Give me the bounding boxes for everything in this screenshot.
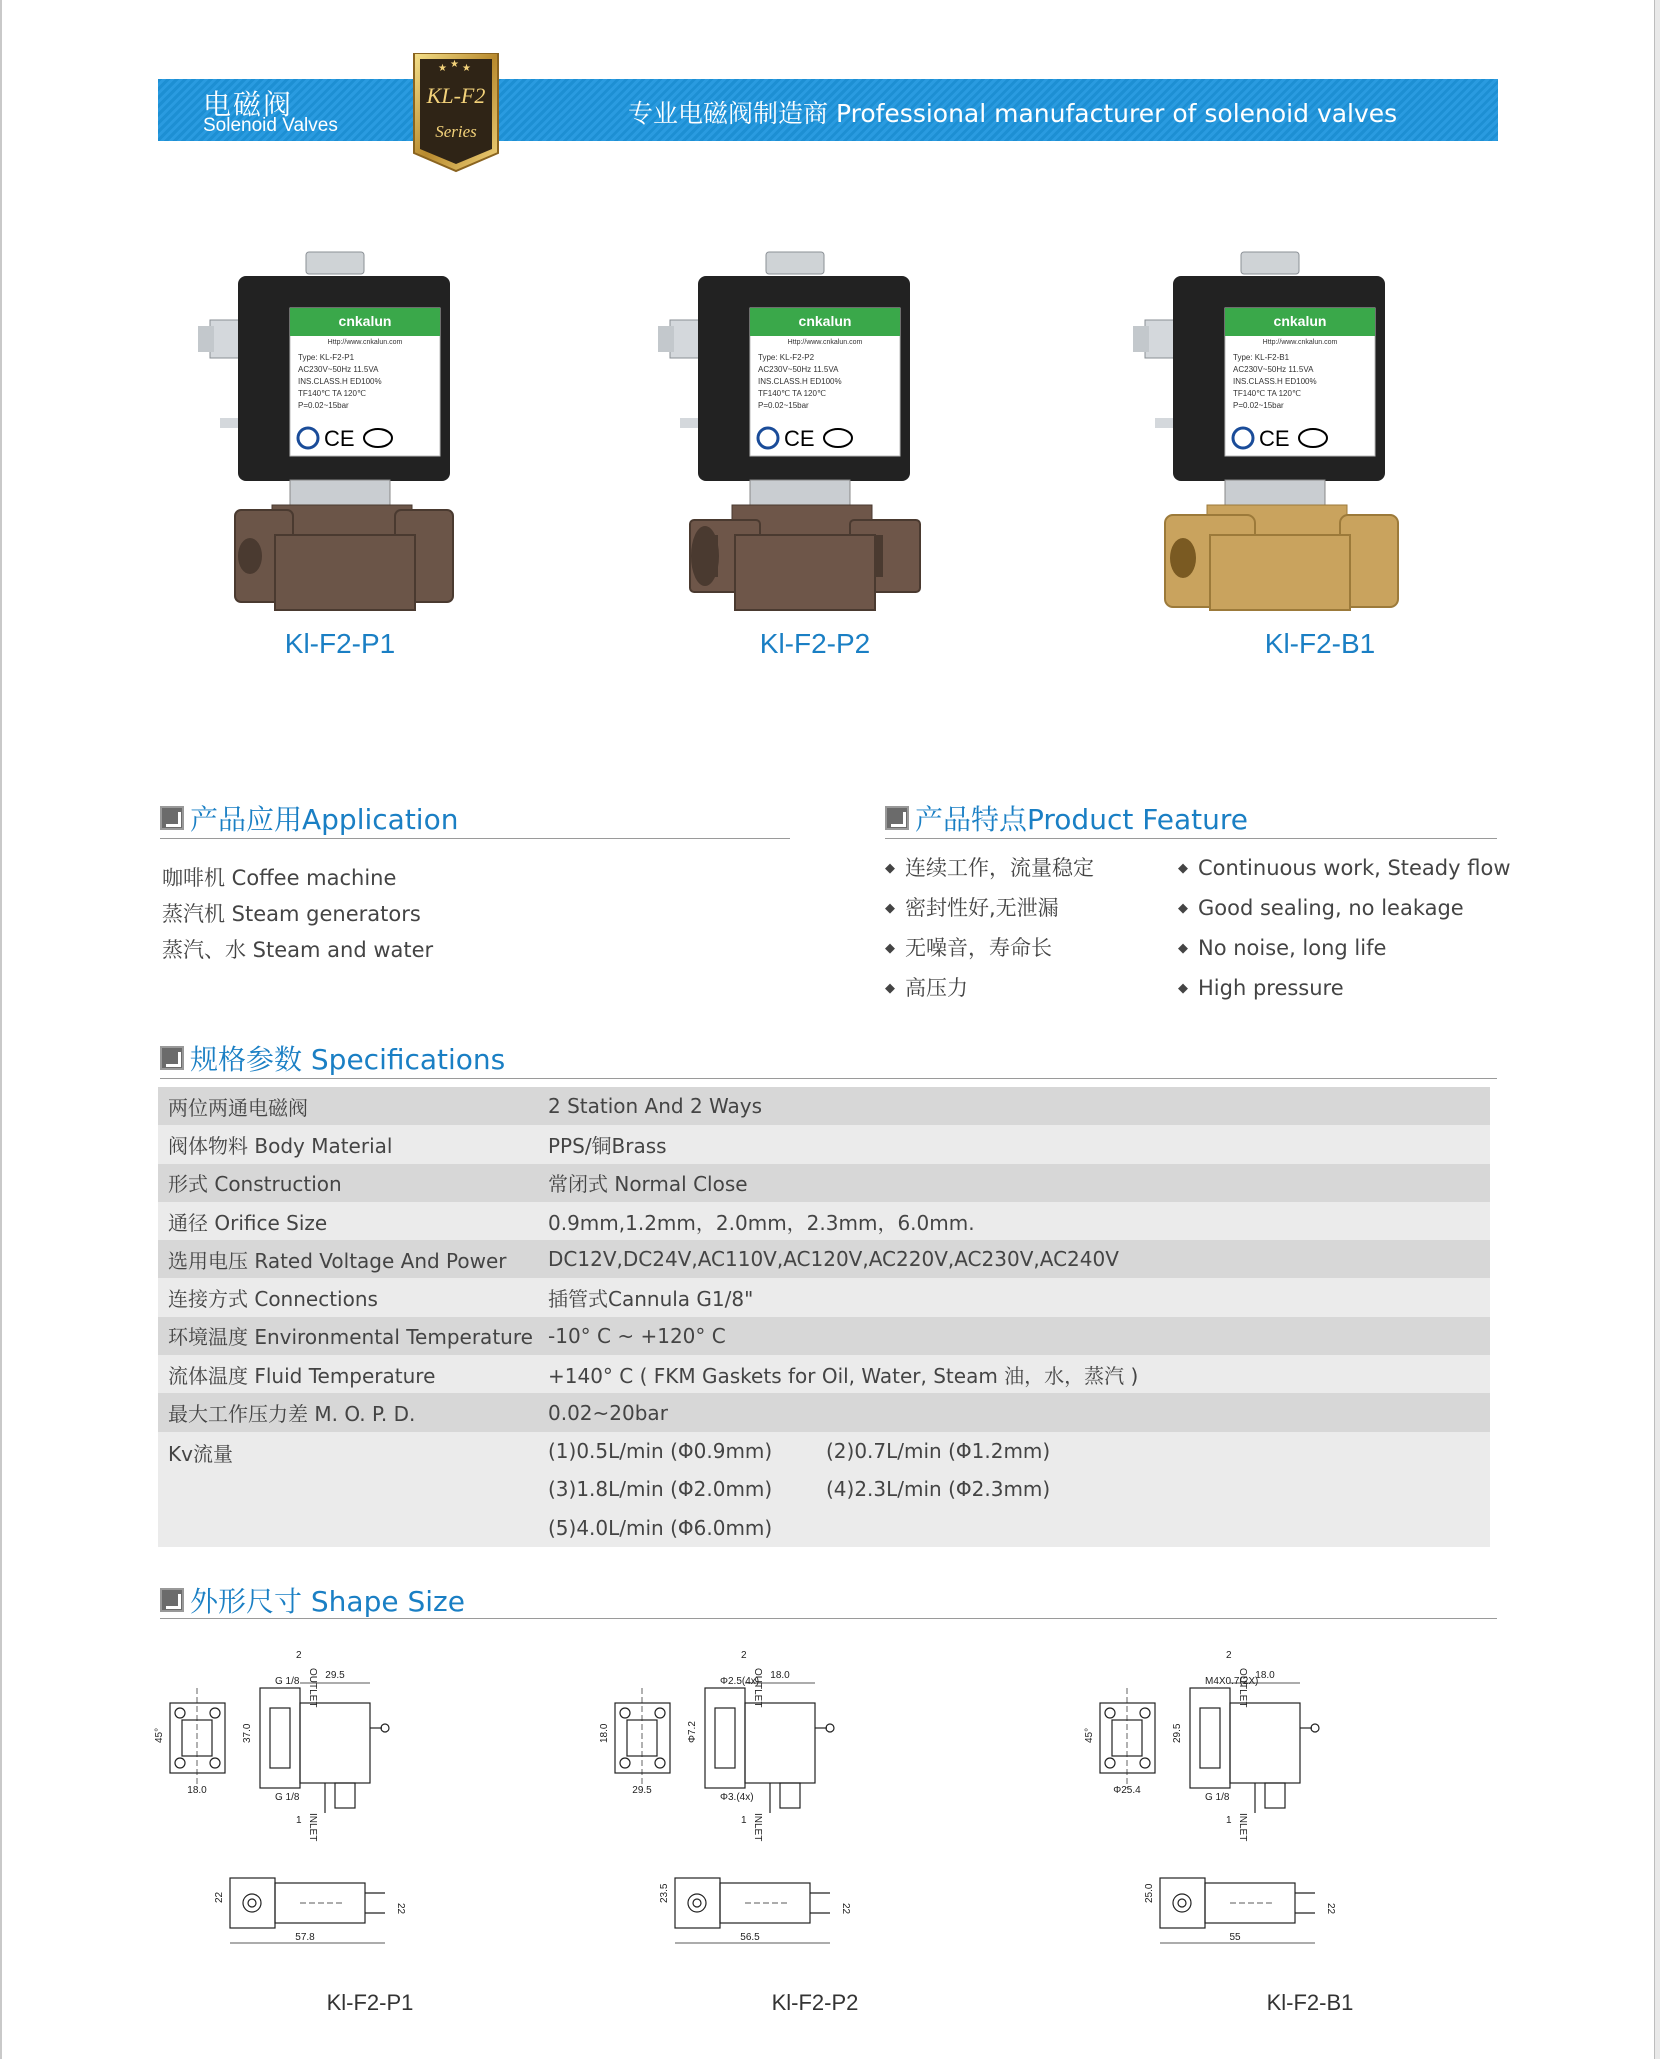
header-banner: [158, 79, 1498, 141]
kv-value: (5)4.0L/min (Φ6.0mm): [548, 1515, 773, 1540]
spec-key: 连接方式 Connections: [158, 1278, 538, 1316]
dimension-label: INLET: [1237, 1813, 1248, 1842]
table-row: [158, 1240, 1490, 1278]
section-arrow-icon: [160, 806, 184, 830]
dimension-label: 29.5: [1172, 1723, 1183, 1743]
spec-value: PPS/铜Brass: [538, 1125, 1490, 1163]
list-item: ◆ 高压力: [885, 970, 1094, 1010]
spec-key: 流体温度 Fluid Temperature: [158, 1355, 538, 1393]
product-image: [190, 240, 490, 620]
sticker-line: TF140℃ TA 120℃: [1233, 389, 1301, 398]
svg-text:★: ★: [450, 59, 459, 70]
sticker-brand: cnkalun: [338, 313, 392, 329]
divider: [160, 1078, 1497, 1079]
table-row: [158, 1087, 1490, 1125]
specs-heading-text: 规格参数 Specifications: [190, 1043, 506, 1076]
sticker-line: INS.CLASS.H ED100%: [298, 377, 382, 386]
dimension-label: 57.8: [295, 1932, 315, 1943]
list-item: ◆ 无噪音，寿命长: [885, 930, 1094, 970]
sticker-line: P=0.02~15bar: [298, 401, 349, 410]
product-image: [650, 240, 950, 620]
spec-value: 常闭式 Normal Close: [538, 1164, 1490, 1202]
divider: [160, 1618, 1497, 1619]
spec-key: 阀体物料 Body Material: [158, 1125, 538, 1163]
dimension-label: 2: [1226, 1650, 1232, 1661]
dimension-label: 2: [741, 1650, 747, 1661]
dimension-label: Φ25.4: [1113, 1785, 1141, 1796]
section-arrow-icon: [160, 1588, 184, 1612]
shape-heading: [160, 1580, 465, 1620]
dimension-label: 18.0: [187, 1785, 207, 1796]
divider: [160, 838, 790, 839]
sticker-line: INS.CLASS.H ED100%: [758, 377, 842, 386]
banner-slogan: 专业电磁阀制造商 Professional manufacturer of solenoid valves: [628, 99, 1398, 128]
dimension-label: OUTLET: [752, 1668, 763, 1708]
banner-title-cn: 电磁阀: [203, 88, 294, 121]
sticker-url: Http://www.cnkalun.com: [327, 339, 403, 346]
drawing-model-label: Kl-F2-B1: [1266, 1990, 1354, 2015]
divider: [885, 838, 1497, 839]
dimension-label: 22: [1325, 1903, 1336, 1915]
spec-value: DC12V,DC24V,AC110V,AC120V,AC220V,AC230V,AC240V: [538, 1240, 1490, 1278]
sticker-line: P=0.02~15bar: [1233, 401, 1284, 410]
spec-value: 0.02~20bar: [538, 1393, 1490, 1431]
list-item: ◆ 密封性好,无泄漏: [885, 890, 1094, 930]
dimension-label: G 1/8: [275, 1676, 300, 1687]
dimension-label: 56.5: [740, 1932, 760, 1943]
list-item: ◆ Continuous work, Steady flow: [1178, 850, 1511, 890]
dimension-label: 55: [1229, 1932, 1241, 1943]
table-row: [158, 1125, 1490, 1163]
sticker-url: Http://www.cnkalun.com: [1262, 339, 1338, 346]
product-model-label: Kl-F2-B1: [1264, 628, 1376, 659]
dimension-label: M4X0.7(2X): [1205, 1676, 1259, 1687]
dimension-label: 2: [296, 1650, 302, 1661]
dimension-label: Φ2.5(4x): [720, 1676, 760, 1687]
table-row: [158, 1278, 1490, 1316]
dimension-label: 1: [1226, 1815, 1232, 1826]
sticker-brand: cnkalun: [1273, 313, 1327, 329]
sticker-line: Type: KL-F2-B1: [1233, 353, 1290, 362]
dimension-label: OUTLET: [1237, 1668, 1248, 1708]
sticker-line: AC230V~50Hz 11.5VA: [758, 365, 839, 374]
dimension-label: 22: [395, 1903, 406, 1915]
shape-heading-text: 外形尺寸 Shape Size: [190, 1585, 465, 1618]
spec-key: 环境温度 Environmental Temperature: [158, 1317, 538, 1355]
sticker-line: Type: KL-F2-P1: [298, 353, 355, 362]
list-item: ◆ Good sealing, no leakage: [1178, 890, 1511, 930]
sticker-line: P=0.02~15bar: [758, 401, 809, 410]
dimension-label: 18.0: [1255, 1670, 1275, 1681]
spec-value: 插管式Cannula G1/8": [538, 1278, 1490, 1316]
application-heading-text: 产品应用Application: [190, 803, 459, 836]
dimension-label: Φ3.(4x): [720, 1792, 754, 1803]
dimension-label: 29.5: [325, 1670, 345, 1681]
table-row: [158, 1355, 1490, 1393]
dimension-label: G 1/8: [1205, 1792, 1230, 1803]
dimension-label: 45°: [154, 1727, 165, 1743]
table-row: [158, 1317, 1490, 1355]
dimension-label: 23.5: [659, 1883, 670, 1903]
kv-value: (3)1.8L/min (Φ2.0mm): [548, 1477, 773, 1502]
table-row: [158, 1393, 1490, 1431]
spec-key: 选用电压 Rated Voltage And Power: [158, 1240, 538, 1278]
application-heading: [160, 798, 458, 838]
feature-heading: [885, 798, 1248, 838]
dimension-label: 22: [840, 1903, 851, 1915]
sticker-line: TF140℃ TA 120℃: [758, 389, 826, 398]
list-item: ◆ No noise, long life: [1178, 930, 1511, 970]
sticker-line: INS.CLASS.H ED100%: [1233, 377, 1317, 386]
product-model-label: Kl-F2-P1: [284, 628, 396, 659]
sticker-line: AC230V~50Hz 11.5VA: [1233, 365, 1314, 374]
section-arrow-icon: [160, 1046, 184, 1070]
dimension-label: 18.0: [770, 1670, 790, 1681]
list-item: ◆ High pressure: [1178, 970, 1511, 1010]
specs-heading: [160, 1038, 505, 1078]
spec-key: 两位两通电磁阀: [158, 1087, 538, 1125]
product-model-label: Kl-F2-P2: [759, 628, 871, 659]
spec-key: 最大工作压力差 M. O. P. D.: [158, 1393, 538, 1431]
ce-mark-icon: CE: [324, 426, 355, 451]
kv-value: (2)0.7L/min (Φ1.2mm): [826, 1438, 1051, 1463]
sticker-line: TF140℃ TA 120℃: [298, 389, 366, 398]
dimension-label: 37.0: [242, 1723, 253, 1743]
sticker-brand: cnkalun: [798, 313, 852, 329]
section-arrow-icon: [885, 806, 909, 830]
table-row: [158, 1202, 1490, 1240]
dimension-label: 45°: [1084, 1727, 1095, 1743]
sticker-line: AC230V~50Hz 11.5VA: [298, 365, 379, 374]
page-border-left: [0, 0, 2, 2059]
table-row: [158, 1432, 1490, 1548]
dimension-label: INLET: [752, 1813, 763, 1842]
spec-key: 通径 Orifice Size: [158, 1202, 538, 1240]
dimension-label: 22: [214, 1891, 225, 1903]
spec-value: [538, 1432, 1490, 1548]
dimension-label: 29.5: [632, 1785, 652, 1796]
page-border-right: [1654, 0, 1660, 2059]
sticker-url: Http://www.cnkalun.com: [787, 339, 863, 346]
svg-text:★: ★: [438, 63, 447, 74]
dimension-label: 18.0: [599, 1723, 610, 1743]
feature-heading-text: 产品特点Product Feature: [915, 803, 1249, 836]
spec-value: -10° C ~ +120° C: [538, 1317, 1490, 1355]
dimension-drawing: [595, 1648, 935, 1983]
kv-value: (1)0.5L/min (Φ0.9mm): [548, 1438, 773, 1463]
dimension-label: 25.0: [1144, 1883, 1155, 1903]
feature-list-cn: [885, 850, 1094, 1010]
kv-value: (4)2.3L/min (Φ2.3mm): [826, 1477, 1051, 1502]
dimension-drawing: [150, 1648, 490, 1983]
dimension-label: OUTLET: [307, 1668, 318, 1708]
spec-key: 形式 Construction: [158, 1164, 538, 1202]
kv-flow-grid: [548, 1432, 1490, 1548]
dimension-drawing: [1080, 1648, 1420, 1983]
spec-value: 2 Station And 2 Ways: [538, 1087, 1490, 1125]
spec-value: 0.9mm,1.2mm，2.0mm，2.3mm，6.0mm.: [538, 1202, 1490, 1240]
spec-key: Kv流量: [158, 1432, 538, 1548]
dimension-label: 1: [296, 1815, 302, 1826]
badge-bottom-text: Series: [435, 122, 477, 141]
list-item: 蒸汽机 Steam generators: [162, 902, 421, 926]
table-row: [158, 1164, 1490, 1202]
spec-value: +140° C ( FKM Gaskets for Oil, Water, Steam 油，水，蒸汽 ): [538, 1355, 1490, 1393]
sticker-line: Type: KL-F2-P2: [758, 353, 815, 362]
badge-top-text: KL-F2: [426, 83, 486, 108]
svg-text:★: ★: [462, 63, 471, 74]
series-badge: [408, 53, 504, 173]
ce-mark-icon: CE: [784, 426, 815, 451]
drawing-model-label: Kl-F2-P1: [326, 1990, 414, 2015]
drawing-model-label: Kl-F2-P2: [771, 1990, 859, 2015]
dimension-label: 1: [741, 1815, 747, 1826]
feature-list-en: [1178, 850, 1511, 1010]
banner-title-en: Solenoid Valves: [203, 115, 338, 136]
dimension-label: INLET: [307, 1813, 318, 1842]
dimension-label: Φ7.2: [687, 1721, 698, 1743]
dimension-label: G 1/8: [275, 1792, 300, 1803]
list-item: 蒸汽、水 Steam and water: [162, 938, 434, 962]
list-item: 咖啡机 Coffee machine: [162, 866, 397, 890]
application-list: [162, 860, 433, 968]
specs-table: [158, 1087, 1490, 1547]
list-item: ◆ 连续工作，流量稳定: [885, 850, 1094, 890]
ce-mark-icon: CE: [1259, 426, 1290, 451]
product-image: [1125, 240, 1425, 620]
